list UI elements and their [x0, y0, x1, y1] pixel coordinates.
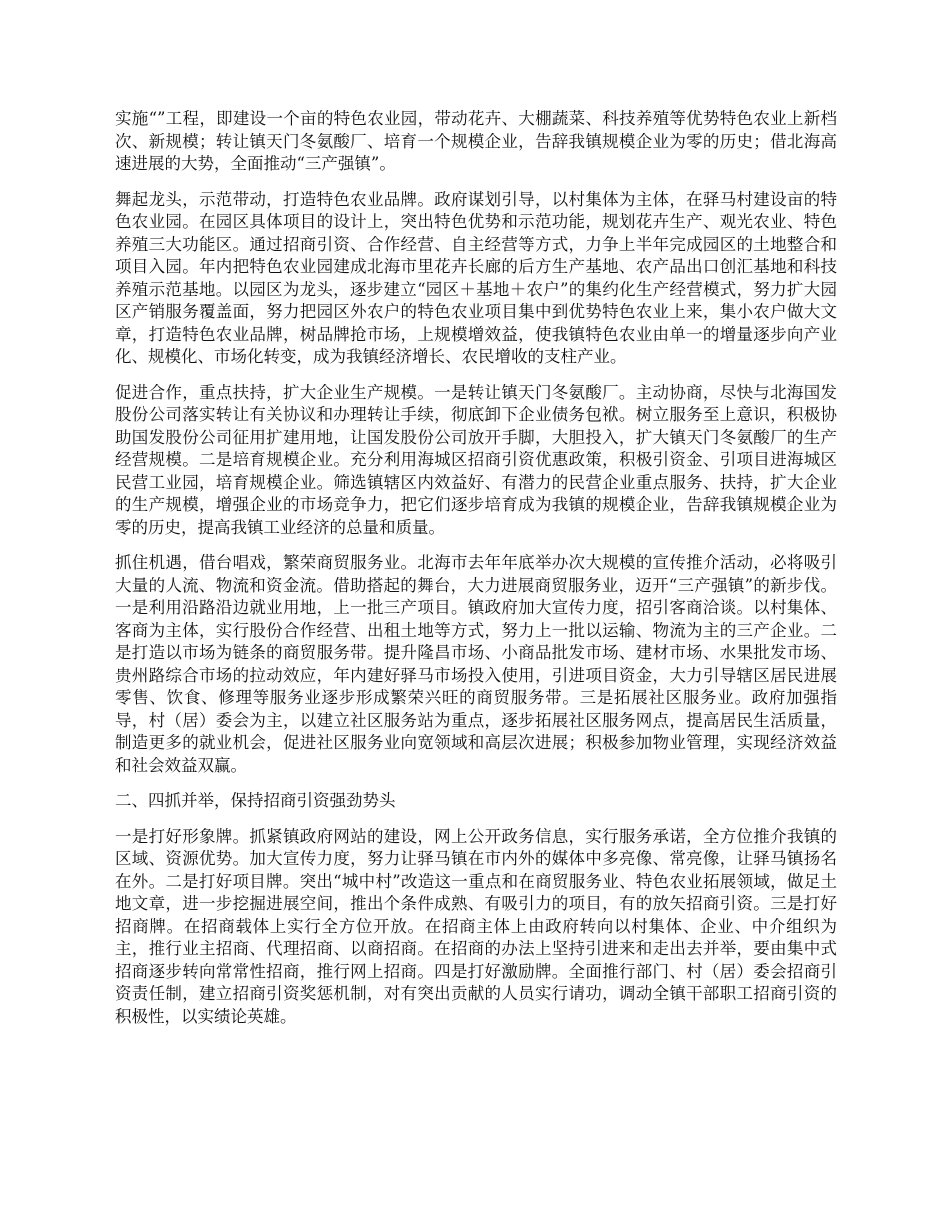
paragraph-enterprise: 促进合作，重点扶持，扩大企业生产规模。一是转让镇天门冬氨酸厂。主动协商，尽快与北海国发股份公司落实转让有关协议和办理转让手续，彻底卸下企业债务包袱。树立服务至上意识，积极协助国发股份公司征用扩建用地，让国发股份公司放开手脚，大胆投入，扩大镇天门冬氨酸厂的生产经营规模。二是培育规模企业。充分利用海城区招商引资优惠政策，积极引资金、引项目进海城区民营工业园，培育规模企业。筛选镇辖区内效益好、有潜力的民营企业重点服务、扶持，扩大企业的生产规模，增强企业的市场竞争力，把它们逐步培育成为我镇的规模企业，告辞我镇规模企业为零的历史，提高我镇工业经济的总量和质量。 — [115, 382, 837, 537]
paragraph-agriculture: 舞起龙头，示范带动，打造特色农业品牌。政府谋划引导，以村集体为主体，在驿马村建设亩的特色农业园。在园区具体项目的设计上，突出特色优势和示范功能，规划花卉生产、观光农业、特色养殖三大功能区。通过招商引资、合作经营、自主经营等方式，力争上半年完成园区的土地整合和项目入园。年内把特色农业园建成北海市里花卉长廊的后方生产基地、农产品出口创汇基地和科技养殖示范基地。以园区为龙头，逐步建立“园区＋基地＋农户”的集约化生产经营模式，努力扩大园区产销服务覆盖面，努力把园区外农户的特色农业项目集中到优势特色农业上来，集小农户做大文章，打造特色农业品牌，树品牌抢市场，上规模增效益，使我镇特色农业由单一的增量逐步向产业化、规模化、市场化转变，成为我镇经济增长、农民增收的支柱产业。 — [115, 189, 837, 366]
paragraph-commerce: 抓住机遇，借台唱戏，繁荣商贸服务业。北海市去年年底举办次大规模的宣传推介活动，必将吸引大量的人流、物流和资金流。借助搭起的舞台，大力进展商贸服务业，迈开“三产强镇”的新步伐。一是利用沿路沿边就业用地，上一批三产项目。镇政府加大宣传力度，招引客商洽谈。以村集体、客商为主体，实行股份合作经营、出租土地等方式，努力上一批以运输、物流为主的三产企业。二是打造以市场为链条的商贸服务带。提升隆昌市场、小商品批发市场、建材市场、水果批发市场、贵州路综合市场的拉动效应，年内建好驿马市场投入使用，引进项目资金，大力引导辖区居民进展零售、饮食、修理等服务业逐步形成繁荣兴旺的商贸服务带。三是拓展社区服务业。政府加强指导，村（居）委会为主，以建立社区服务站为重点，逐步拓展社区服务网点，提高居民生活质量，制造更多的就业机会，促进社区服务业向宽领域和高层次进展；积极参加物业管理，实现经济效益和社会效益双赢。 — [115, 553, 837, 775]
document-body — [115, 108, 837, 1041]
section-heading: 二、四抓并举，保持招商引资强劲势头 — [115, 791, 396, 810]
paragraph-intro: 实施“”工程，即建设一个亩的特色农业园，带动花卉、大棚蔬菜、科技养殖等优势特色农业上新档次、新规模；转让镇天门冬氨酸厂、培育一个规模企业，告辞我镇规模企业为零的历史；借北海高速进展的大势，全面推动“三产强镇”。 — [115, 109, 837, 173]
paragraph-investment: 一是打好形象牌。抓紧镇政府网站的建设，网上公开政务信息，实行服务承诺，全方位推介我镇的区域、资源优势。加大宣传力度，努力让驿马镇在市内外的媒体中多亮像、常亮像，让驿马镇扬名在外。二是打好项目牌。突出“城中村”改造这一重点和在商贸服务业、特色农业拓展领域，做足土地文章，进一步挖掘进展空间，推出个条件成熟、有吸引力的项目，有的放矢招商引资。三是打好招商牌。在招商载体上实行全方位开放。在招商主体上由政府转向以村集体、企业、中介组织为主，推行业主招商、代理招商、以商招商。在招商的办法上坚持引进来和走出去并举，要由集中式招商逐步转向常常性招商，推行网上招商。四是打好激励牌。全面推行部门、村（居）委会招商引资责任制，建立招商引资奖惩机制，对有突出贡献的人员实行请功，调动全镇干部职工招商引资的积极性，以实绩论英雄。 — [115, 826, 837, 1026]
